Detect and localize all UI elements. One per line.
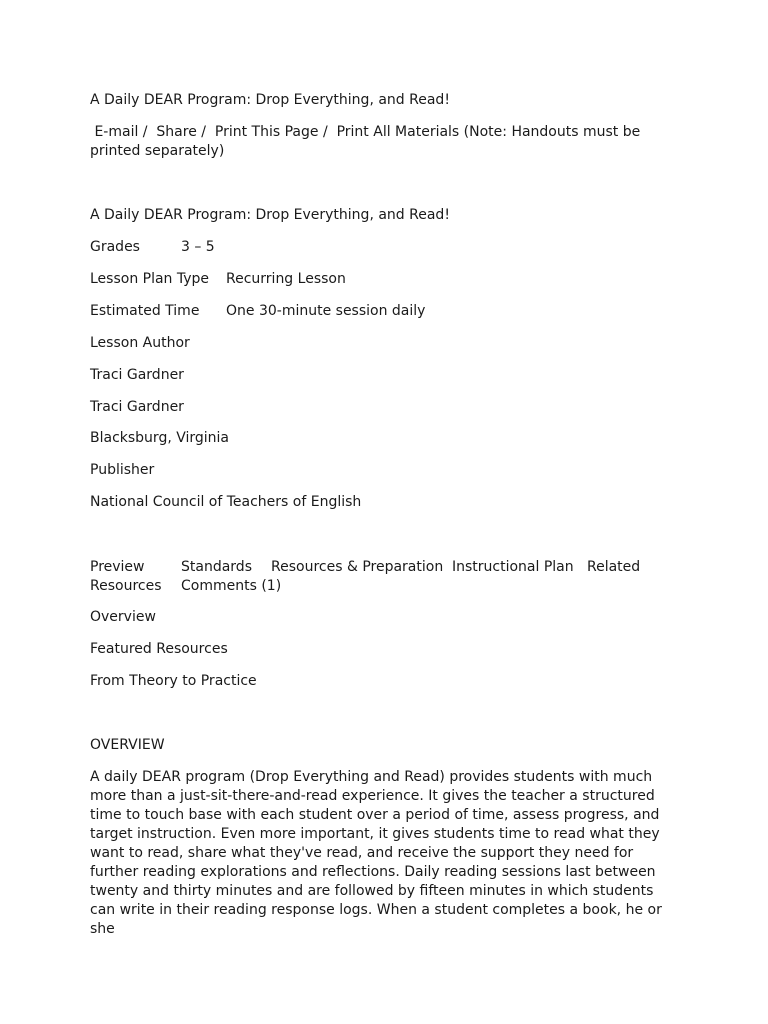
tab-related-resources[interactable]: Related bbox=[587, 559, 641, 575]
tab-comments[interactable]: Comments (1) bbox=[181, 578, 282, 594]
publisher-name[interactable]: National Council of Teachers of English bbox=[90, 494, 362, 510]
tab-standards[interactable]: Standards bbox=[181, 559, 252, 575]
share-actions bbox=[90, 123, 650, 161]
estimated-time-row bbox=[90, 302, 425, 321]
author-name-detail: Traci Gardner bbox=[90, 399, 184, 415]
lesson-title: A Daily DEAR Program: Drop Everything, and Read! bbox=[90, 207, 450, 223]
share-link[interactable]: Share / bbox=[156, 124, 206, 140]
publisher-label: Publisher bbox=[90, 462, 155, 478]
tab-instructional-plan[interactable]: Instructional Plan bbox=[452, 559, 574, 575]
grades-row bbox=[90, 238, 215, 257]
page-title: A Daily DEAR Program: Drop Everything, and Read! bbox=[90, 92, 450, 108]
overview-heading: OVERVIEW bbox=[90, 737, 165, 753]
tab-related-resources-cont[interactable]: Resources bbox=[90, 578, 162, 594]
estimated-time-value: One 30-minute session daily bbox=[226, 303, 426, 319]
print-all-link[interactable]: Print All Materials (Note: Handouts must be printed separately) bbox=[90, 124, 641, 159]
overview-body: A daily DEAR program (Drop Everything and Read) provides students with much more than a just-sit-there-and-read experience. It gives the teacher a structured time to touch base with each student over a period of time, assess progress, and target instruction. Even more important, it gives students time to read what they want to read, share what they've read, and receive the support they need for further reading explorations and reflections. Daily reading sessions last between twenty and thirty minutes and are followed by fifteen minutes in which students can write in their reading response logs. When a student completes a book, he or she bbox=[90, 769, 662, 937]
lesson-type-label: Lesson Plan Type bbox=[90, 271, 210, 287]
lesson-type-value: Recurring Lesson bbox=[226, 271, 346, 287]
subnav-theory-to-practice[interactable]: From Theory to Practice bbox=[90, 673, 257, 689]
author-location: Blacksburg, Virginia bbox=[90, 430, 230, 446]
grades-value: 3 – 5 bbox=[181, 239, 215, 255]
subnav-featured-resources[interactable]: Featured Resources bbox=[90, 641, 228, 657]
print-page-link[interactable]: Print This Page / bbox=[214, 124, 328, 140]
estimated-time-label: Estimated Time bbox=[90, 303, 200, 319]
email-link[interactable]: E-mail / bbox=[94, 124, 148, 140]
grades-label: Grades bbox=[90, 239, 140, 255]
author-name[interactable]: Traci Gardner bbox=[90, 367, 184, 383]
subnav-overview[interactable]: Overview bbox=[90, 609, 156, 625]
lesson-author-label: Lesson Author bbox=[90, 335, 190, 351]
lesson-type-row bbox=[90, 270, 346, 289]
tab-resources-preparation[interactable]: Resources & Preparation bbox=[271, 559, 444, 575]
tab-preview[interactable]: Preview bbox=[90, 559, 145, 575]
